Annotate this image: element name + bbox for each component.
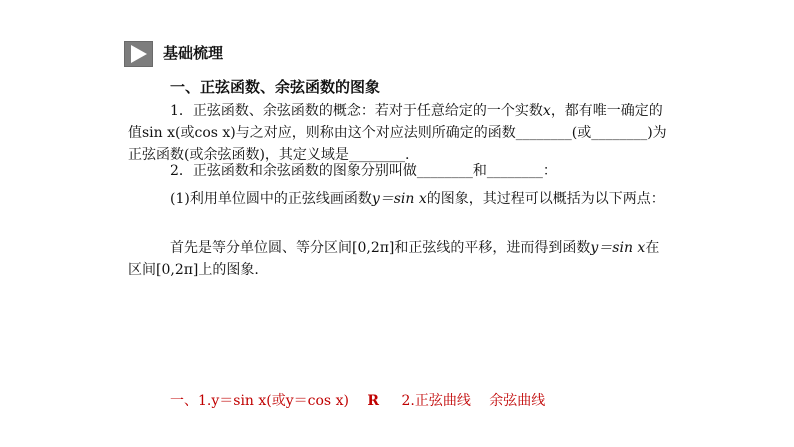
p1-blank-3: ________: [348, 147, 405, 163]
p1-blank-1: ________: [515, 125, 572, 141]
p4-text-1: 首先是等分单位圆、等分区间[0,2π]和正弦线的平移，进而得到函数: [170, 240, 591, 256]
paragraph-graph-names: [128, 160, 668, 182]
answer-key: [170, 390, 545, 412]
paragraph-unit-circle: [128, 188, 668, 210]
p1-text-7: .: [404, 147, 410, 163]
p1-text-5: (或: [571, 125, 592, 141]
answer-2: 2.正弦曲线: [401, 393, 471, 409]
p3-equation: y＝sin x: [371, 191, 427, 207]
p1-text-3: sin x(或cos x): [142, 125, 236, 141]
paragraph-concept: [128, 100, 668, 166]
paragraph-procedure: [128, 237, 668, 281]
p1-var-x: x: [542, 103, 551, 119]
p3-text-2: 的图象，其过程可以概括为以下两点：: [426, 191, 665, 207]
p1-text-1: 1．正弦函数、余弦函数的概念：若对于任意给定的一个实数: [170, 103, 543, 119]
answer-1: 一、1.y＝sin x(或y＝cos x): [170, 393, 349, 409]
section-title: 基础梳理: [163, 44, 224, 62]
answer-domain: R: [367, 393, 380, 409]
p2-blank-5: ________: [486, 163, 543, 179]
p2-text-2: 和: [472, 163, 487, 179]
answer-3: 余弦曲线: [489, 393, 546, 409]
section-subtitle: 一、正弦函数、余弦函数的图象: [170, 78, 381, 96]
p3-text-1: (1)利用单位圆中的正弦线画函数: [170, 191, 372, 207]
p2-text-3: ：: [542, 163, 557, 179]
p4-text-2: 在区间[0,2π]上的图象.: [128, 240, 660, 278]
p2-blank-4: ________: [416, 163, 473, 179]
p2-text-1: 2．正弦函数和余弦函数的图象分别叫做: [170, 163, 417, 179]
p1-text-6: )为正弦函数(或余弦函数)，其定义域是: [128, 125, 667, 163]
play-triangle-icon: [124, 41, 153, 67]
p1-blank-2: ________: [591, 125, 648, 141]
p1-text-2: ，都有唯一确定的值: [128, 103, 663, 141]
p1-text-4: 与之对应，则称由这个对应法则所确定的函数: [235, 125, 516, 141]
p4-equation: y＝sin x: [590, 240, 646, 256]
